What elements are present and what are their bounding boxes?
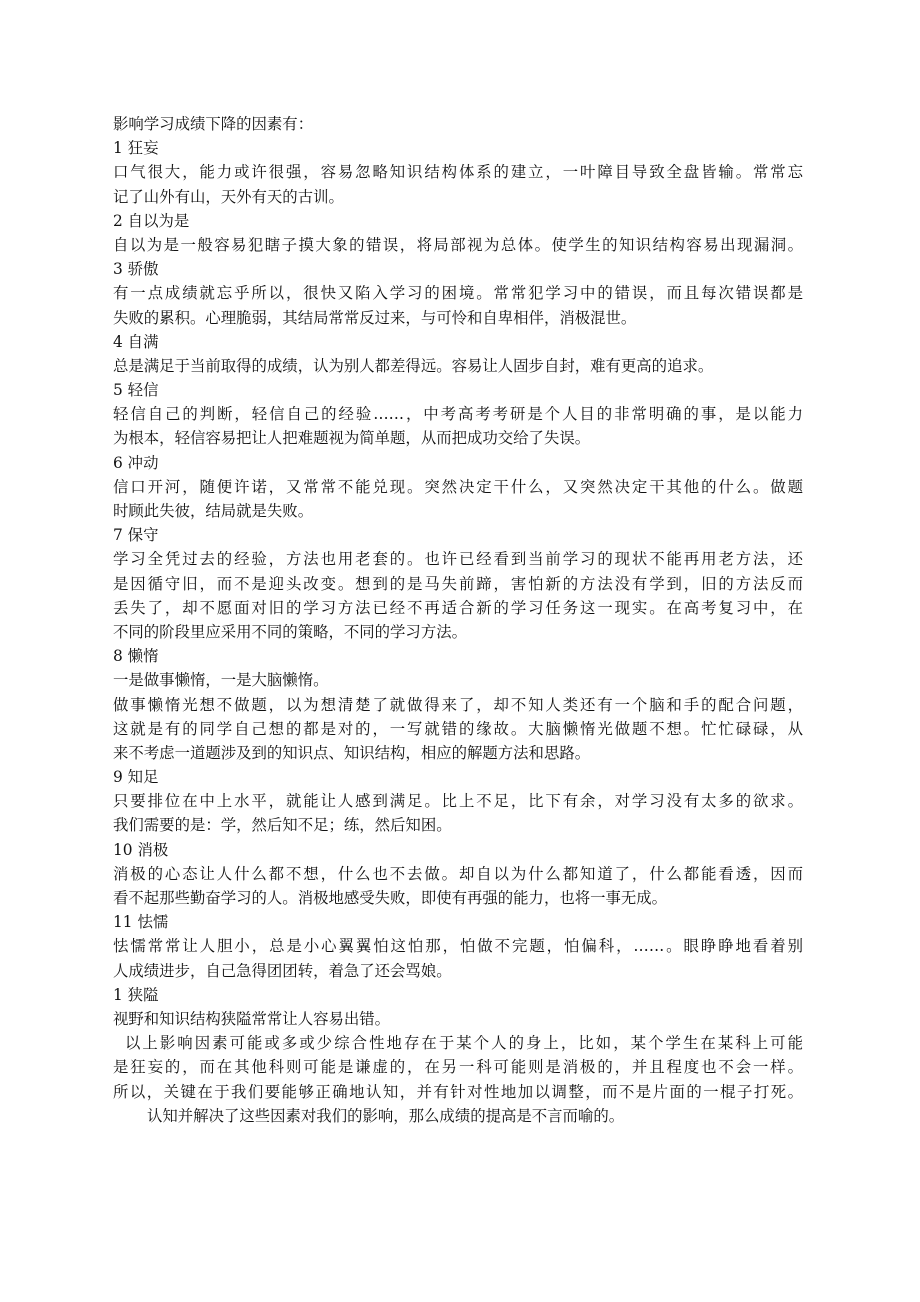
factor-section: [113, 910, 803, 983]
factor-text-line: 丢失了，却不愿面对旧的学习方法已经不再适合新的学习任务这一现实。在高考复习中，在: [113, 598, 803, 617]
factor-text-line: 信口开河，随便许诺，又常常不能兑现。突然决定干什么，又突然决定干其他的什么。做题: [113, 477, 803, 496]
factor-text-line: 我们需要的是：学，然后知不足；练，然后知困。: [113, 816, 452, 835]
factor-text-line: 这就是有的同学自己想的都是对的，一写就错的缘故。大脑懒惰光做题不想。忙忙碌碌，从: [113, 719, 803, 738]
factor-text-line: 总是满足于当前取得的成绩，认为别人都差得远。容易让人固步自封，难有更高的追求。: [113, 356, 714, 375]
factor-text-line: 一是做事懒惰，一是大脑懒惰。: [113, 671, 329, 690]
factor-text-line: 消极的心态让人什么都不想，什么也不去做。却自以为什么都知道了，什么都能看透，因而: [113, 864, 803, 883]
factor-list: [113, 136, 803, 1031]
factor-text-line: 自以为是一般容易犯瞎子摸大象的错误，将局部视为总体。使学生的知识结构容易出现漏洞。: [113, 235, 803, 254]
factor-heading: 5 轻信: [113, 381, 159, 400]
factor-text-line: 人成绩进步，自己急得团团转，着急了还会骂娘。: [113, 961, 452, 980]
factor-heading: 11 怯懦: [113, 913, 169, 932]
factor-text-line: 学习全凭过去的经验，方法也用老套的。也许已经看到当前学习的现状不能再用老方法，还: [113, 550, 803, 569]
factor-heading: 8 懒惰: [113, 647, 159, 666]
factor-section: [113, 523, 803, 644]
factor-text-line: 时顾此失彼，结局就是失败。: [113, 502, 314, 520]
factor-heading: 3 骄傲: [113, 260, 159, 279]
factor-text-line: 失败的累积。心理脆弱，其结局常常反过来，与可怜和自卑相伴，消极混世。: [113, 308, 637, 327]
factor-heading: 6 冲动: [113, 453, 159, 472]
factor-heading: 7 保守: [113, 526, 159, 545]
factor-section: [113, 378, 803, 451]
conclusion-line: 认知并解决了这些因素对我们的影响，那么成绩的提高是不言而喻的。: [147, 1106, 625, 1125]
factor-section: [113, 257, 803, 330]
conclusion-line: 所以，关键在于我们要能够正确地认知，并有针对性地加以调整，而不是片面的一棍子打死。: [113, 1082, 803, 1101]
conclusion: [113, 1031, 803, 1128]
factor-section: [113, 330, 803, 378]
factor-heading: 1 狭隘: [113, 985, 159, 1004]
factor-text-line: 看不起那些勤奋学习的人。消极地感受失败，即使有再强的能力，也将一事无成。: [113, 889, 668, 907]
factor-section: [113, 644, 803, 765]
document-body: [113, 112, 803, 1128]
factor-text-line: 做事懒惰光想不做题，以为想清楚了就做得来了，却不知人类还有一个脑和手的配合问题，: [113, 695, 803, 714]
factor-heading: 10 消极: [113, 840, 169, 859]
conclusion-line: 是狂妄的，而在其他科则可能是谦虚的，在另一科可能则是消极的，并且程度也不会一样。: [113, 1058, 803, 1077]
factor-text-line: 记了山外有山，天外有天的古训。: [113, 187, 344, 206]
factor-text-line: 怯懦常常让人胆小，总是小心翼翼怕这怕那，怕做不完题，怕偏科，……。眼睁睁地看着别: [113, 937, 803, 956]
factor-text-line: 视野和知识结构狭隘常常让人容易出错。: [113, 1009, 391, 1028]
factor-text-line: 口气很大，能力或许很强，容易忽略知识结构体系的建立，一叶障目导致全盘皆输。常常忘: [113, 163, 803, 182]
factor-heading: 2 自以为是: [113, 211, 190, 230]
factor-text-line: 只要排位在中上水平，就能让人感到满足。比上不足，比下有余，对学习没有太多的欲求。: [113, 792, 803, 811]
conclusion-line: 以上影响因素可能或多或少综合性地存在于某个人的身上，比如，某个学生在某科上可能: [125, 1034, 803, 1053]
factor-heading: 4 自满: [113, 332, 159, 351]
factor-text-line: 不同的阶段里应采用不同的策略，不同的学习方法。: [113, 622, 467, 641]
factor-section: [113, 451, 803, 524]
factor-section: [113, 209, 803, 257]
factor-text-line: 来不考虑一道题涉及到的知识点、知识结构，相应的解题方法和思路。: [113, 743, 591, 762]
factor-text-line: 轻信自己的判断，轻信自己的经验……，中考高考考研是个人目的非常明确的事，是以能力: [113, 405, 803, 424]
factor-section: [113, 765, 803, 838]
factor-heading: 1 狂妄: [113, 139, 159, 158]
factor-text-line: 为根本，轻信容易把让人把难题视为简单题，从而把成功交给了失误。: [113, 429, 591, 448]
factor-heading: 9 知足: [113, 768, 159, 787]
factor-section: [113, 983, 803, 1031]
factor-text-line: 是因循守旧，而不是迎头改变。想到的是马失前蹄，害怕新的方法没有学到，旧的方法反而: [113, 574, 803, 593]
document-title: 影响学习成绩下降的因素有：: [113, 115, 314, 133]
factor-section: [113, 136, 803, 209]
factor-section: [113, 838, 803, 911]
factor-text-line: 有一点成绩就忘乎所以，很快又陷入学习的困境。常常犯学习中的错误，而且每次错误都是: [113, 284, 803, 303]
